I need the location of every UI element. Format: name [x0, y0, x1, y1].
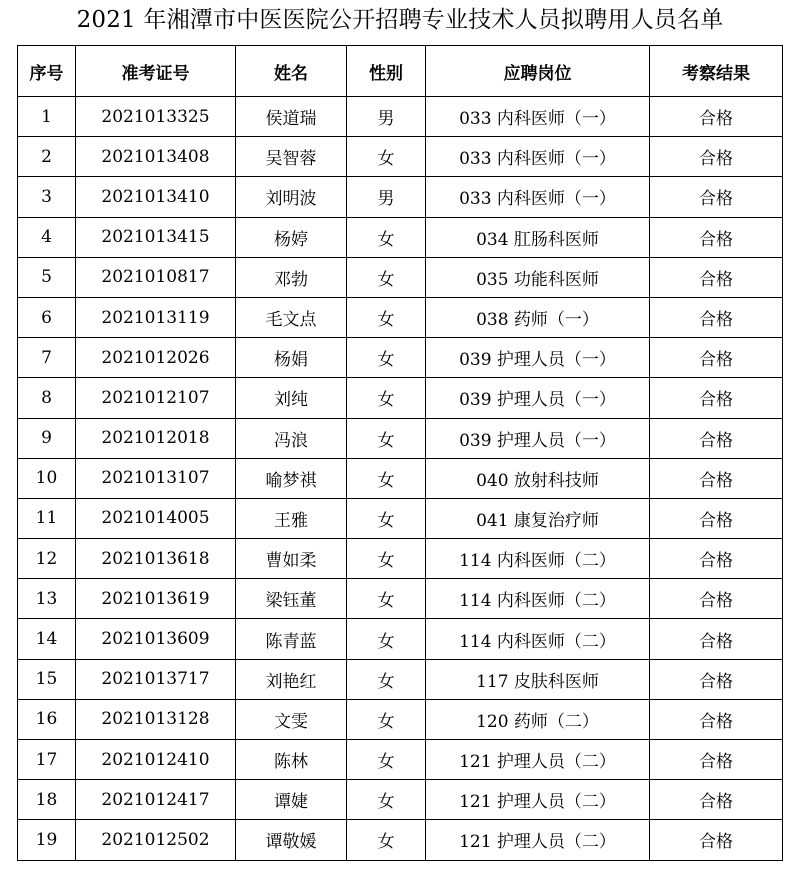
- table-row: [18, 780, 783, 820]
- cell-gender: 女: [347, 257, 426, 297]
- header-exam-id: 准考证号: [76, 46, 236, 97]
- cell-result: 合格: [650, 177, 783, 217]
- cell-name: 陈林: [236, 740, 347, 780]
- cell-gender: 女: [347, 338, 426, 378]
- cell-gender: 女: [347, 137, 426, 177]
- cell-name: 杨婷: [236, 217, 347, 257]
- cell-exam-id: 2021013107: [76, 458, 236, 498]
- cell-serial-number: 5: [18, 257, 76, 297]
- cell-position: 114 内科医师（二）: [426, 539, 650, 579]
- cell-name: 梁钰董: [236, 579, 347, 619]
- cell-position: 039 护理人员（一）: [426, 378, 650, 418]
- cell-name: 谭婕: [236, 780, 347, 820]
- cell-exam-id: 2021012502: [76, 820, 236, 860]
- cell-result: 合格: [650, 458, 783, 498]
- cell-result: 合格: [650, 619, 783, 659]
- cell-exam-id: 2021013408: [76, 137, 236, 177]
- cell-position: 121 护理人员（二）: [426, 820, 650, 860]
- table-row: [18, 257, 783, 297]
- cell-serial-number: 17: [18, 740, 76, 780]
- header-gender: 性别: [347, 46, 426, 97]
- cell-gender: 女: [347, 619, 426, 659]
- cell-name: 喻梦祺: [236, 458, 347, 498]
- header-result: 考察结果: [650, 46, 783, 97]
- cell-result: 合格: [650, 780, 783, 820]
- cell-position: 120 药师（二）: [426, 699, 650, 739]
- table-row: [18, 498, 783, 538]
- cell-gender: 女: [347, 418, 426, 458]
- cell-position: 033 内科医师（一）: [426, 97, 650, 137]
- cell-name: 谭敬媛: [236, 820, 347, 860]
- header-serial-number: 序号: [18, 46, 76, 97]
- cell-position: 041 康复治疗师: [426, 498, 650, 538]
- table-body: [18, 97, 783, 861]
- cell-position: 040 放射科技师: [426, 458, 650, 498]
- cell-result: 合格: [650, 659, 783, 699]
- cell-position: 035 功能科医师: [426, 257, 650, 297]
- cell-serial-number: 7: [18, 338, 76, 378]
- cell-result: 合格: [650, 378, 783, 418]
- cell-serial-number: 11: [18, 498, 76, 538]
- cell-exam-id: 2021013618: [76, 539, 236, 579]
- cell-exam-id: 2021013619: [76, 579, 236, 619]
- cell-gender: 女: [347, 579, 426, 619]
- cell-position: 117 皮肤科医师: [426, 659, 650, 699]
- cell-exam-id: 2021014005: [76, 498, 236, 538]
- header-position: 应聘岗位: [426, 46, 650, 97]
- cell-serial-number: 8: [18, 378, 76, 418]
- table-row: [18, 659, 783, 699]
- cell-result: 合格: [650, 257, 783, 297]
- cell-position: 033 内科医师（一）: [426, 177, 650, 217]
- cell-exam-id: 2021012026: [76, 338, 236, 378]
- cell-exam-id: 2021013415: [76, 217, 236, 257]
- cell-position: 121 护理人员（二）: [426, 740, 650, 780]
- cell-result: 合格: [650, 539, 783, 579]
- cell-exam-id: 2021010817: [76, 257, 236, 297]
- table-row: [18, 297, 783, 337]
- cell-name: 毛文点: [236, 297, 347, 337]
- cell-name: 刘艳红: [236, 659, 347, 699]
- header-name: 姓名: [236, 46, 347, 97]
- cell-serial-number: 10: [18, 458, 76, 498]
- cell-position: 114 内科医师（二）: [426, 619, 650, 659]
- cell-exam-id: 2021013128: [76, 699, 236, 739]
- header-row: [18, 46, 783, 97]
- cell-exam-id: 2021013609: [76, 619, 236, 659]
- cell-result: 合格: [650, 740, 783, 780]
- cell-position: 039 护理人员（一）: [426, 338, 650, 378]
- table-row: [18, 217, 783, 257]
- cell-gender: 男: [347, 97, 426, 137]
- cell-exam-id: 2021012107: [76, 378, 236, 418]
- hiring-roster-table: [17, 45, 783, 861]
- cell-gender: 女: [347, 378, 426, 418]
- cell-serial-number: 12: [18, 539, 76, 579]
- cell-serial-number: 19: [18, 820, 76, 860]
- table-row: [18, 699, 783, 739]
- cell-name: 王雅: [236, 498, 347, 538]
- document-title: 2021 年湘潭市中医医院公开招聘专业技术人员拟聘用人员名单: [76, 7, 724, 33]
- table-row: [18, 539, 783, 579]
- cell-serial-number: 16: [18, 699, 76, 739]
- cell-name: 文雯: [236, 699, 347, 739]
- cell-name: 杨娟: [236, 338, 347, 378]
- cell-serial-number: 6: [18, 297, 76, 337]
- cell-name: 侯道瑞: [236, 97, 347, 137]
- table-row: [18, 579, 783, 619]
- cell-result: 合格: [650, 418, 783, 458]
- cell-exam-id: 2021013410: [76, 177, 236, 217]
- cell-gender: 女: [347, 659, 426, 699]
- table-row: [18, 418, 783, 458]
- cell-gender: 女: [347, 539, 426, 579]
- cell-exam-id: 2021013325: [76, 97, 236, 137]
- cell-name: 陈青蓝: [236, 619, 347, 659]
- table-row: [18, 458, 783, 498]
- table-row: [18, 378, 783, 418]
- cell-serial-number: 13: [18, 579, 76, 619]
- cell-serial-number: 18: [18, 780, 76, 820]
- cell-exam-id: 2021013717: [76, 659, 236, 699]
- cell-serial-number: 3: [18, 177, 76, 217]
- cell-gender: 女: [347, 297, 426, 337]
- cell-serial-number: 15: [18, 659, 76, 699]
- cell-gender: 女: [347, 740, 426, 780]
- cell-gender: 女: [347, 780, 426, 820]
- cell-result: 合格: [650, 97, 783, 137]
- table-row: [18, 820, 783, 860]
- table-row: [18, 137, 783, 177]
- cell-exam-id: 2021012018: [76, 418, 236, 458]
- cell-name: 吴智蓉: [236, 137, 347, 177]
- cell-gender: 男: [347, 177, 426, 217]
- cell-result: 合格: [650, 498, 783, 538]
- cell-serial-number: 2: [18, 137, 76, 177]
- table-header: [18, 46, 783, 97]
- table-row: [18, 97, 783, 137]
- cell-result: 合格: [650, 137, 783, 177]
- cell-position: 114 内科医师（二）: [426, 579, 650, 619]
- cell-result: 合格: [650, 297, 783, 337]
- cell-result: 合格: [650, 820, 783, 860]
- cell-position: 039 护理人员（一）: [426, 418, 650, 458]
- cell-name: 邓勃: [236, 257, 347, 297]
- cell-result: 合格: [650, 338, 783, 378]
- cell-name: 刘纯: [236, 378, 347, 418]
- cell-result: 合格: [650, 217, 783, 257]
- cell-result: 合格: [650, 579, 783, 619]
- cell-gender: 女: [347, 699, 426, 739]
- cell-name: 刘明波: [236, 177, 347, 217]
- cell-serial-number: 14: [18, 619, 76, 659]
- cell-exam-id: 2021012410: [76, 740, 236, 780]
- cell-result: 合格: [650, 699, 783, 739]
- cell-gender: 女: [347, 458, 426, 498]
- cell-serial-number: 1: [18, 97, 76, 137]
- table-row: [18, 177, 783, 217]
- cell-name: 曹如柔: [236, 539, 347, 579]
- table-row: [18, 740, 783, 780]
- cell-name: 冯浪: [236, 418, 347, 458]
- cell-position: 121 护理人员（二）: [426, 780, 650, 820]
- cell-exam-id: 2021012417: [76, 780, 236, 820]
- table-row: [18, 619, 783, 659]
- cell-position: 034 肛肠科医师: [426, 217, 650, 257]
- cell-position: 038 药师（一）: [426, 297, 650, 337]
- cell-gender: 女: [347, 217, 426, 257]
- cell-serial-number: 9: [18, 418, 76, 458]
- cell-gender: 女: [347, 820, 426, 860]
- cell-gender: 女: [347, 498, 426, 538]
- cell-serial-number: 4: [18, 217, 76, 257]
- cell-position: 033 内科医师（一）: [426, 137, 650, 177]
- table-row: [18, 338, 783, 378]
- cell-exam-id: 2021013119: [76, 297, 236, 337]
